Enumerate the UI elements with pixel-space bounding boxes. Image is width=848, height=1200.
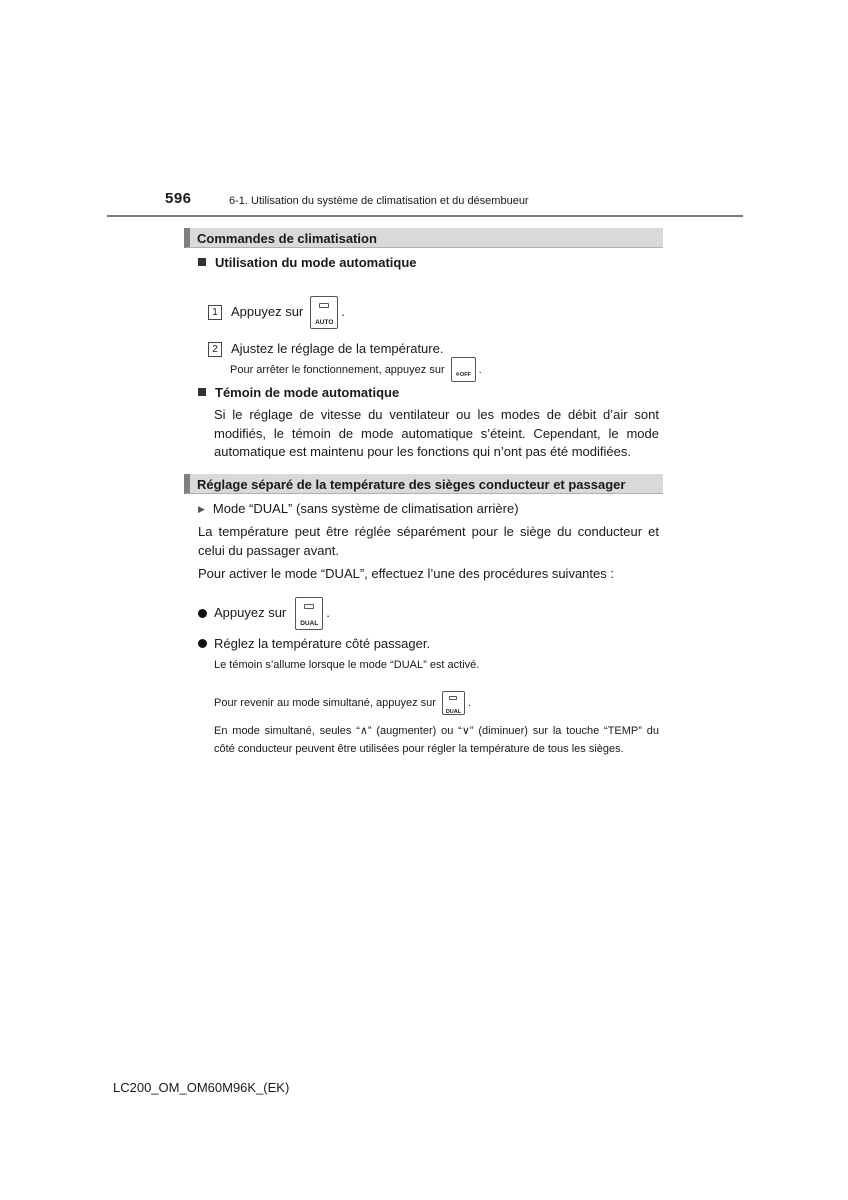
step-number: 2 bbox=[208, 342, 222, 357]
section-title: Réglage séparé de la température des sièges conducteur et passager bbox=[197, 477, 626, 492]
note-simultaneous bbox=[214, 690, 471, 715]
dual-paragraph-2: Pour activer le mode “DUAL”, effectuez l’une des procédures suivantes : bbox=[198, 566, 614, 581]
round-bullet-icon bbox=[198, 639, 207, 648]
key-label: DUAL bbox=[300, 619, 319, 627]
subheading-text: Témoin de mode automatique bbox=[215, 385, 400, 400]
section-heading-climate-controls bbox=[184, 228, 663, 248]
subheading-indicator bbox=[198, 385, 399, 400]
key-label: DUAL bbox=[445, 708, 462, 715]
step-text: Ajustez le réglage de la température. bbox=[231, 341, 444, 356]
page-number: 596 bbox=[165, 190, 192, 207]
dual-button-icon bbox=[295, 597, 323, 630]
note-text: Pour revenir au mode simultané, appuyez sur bbox=[214, 696, 436, 709]
indicator-lamp-icon bbox=[304, 604, 314, 609]
dual-paragraph-1: La température peut être réglée séparément pour le siège du conducteur et celui du passager avant. bbox=[198, 524, 659, 558]
off-note bbox=[230, 357, 482, 382]
document-code: LC200_OM_OM60M96K_(EK) bbox=[113, 1080, 290, 1095]
note-temp-keys: En mode simultané, seules “∧” (augmenter) ou “∨” (diminuer) sur la touche “TEMP” du côté conducteur peuvent être utilisées pour régler la température de tous les sièges. bbox=[214, 725, 659, 755]
bullet-press-dual bbox=[198, 597, 330, 629]
triangle-bullet-icon: ▶ bbox=[198, 504, 205, 514]
note-dual-indicator: Le témoin s’allume lorsque le mode “DUAL” est activé. bbox=[214, 659, 480, 671]
off-button-icon bbox=[451, 357, 476, 382]
mode-dual-line bbox=[198, 500, 519, 519]
note-text: Pour arrêter le fonctionnement, appuyez sur bbox=[230, 363, 445, 376]
indicator-lamp-icon bbox=[319, 303, 329, 308]
note-punct: . bbox=[478, 363, 482, 376]
auto-button-icon bbox=[310, 296, 338, 329]
step-text: Appuyez sur bbox=[231, 303, 304, 319]
section-title: Commandes de climatisation bbox=[197, 231, 377, 246]
step-1 bbox=[208, 295, 345, 329]
dual-button-icon bbox=[442, 691, 465, 715]
indicator-lamp-icon bbox=[449, 696, 457, 700]
bullet-passenger-temp bbox=[198, 635, 430, 654]
step-punct: . bbox=[341, 303, 345, 319]
round-bullet-icon bbox=[198, 609, 207, 618]
subheading-text: Utilisation du mode automatique bbox=[215, 255, 417, 270]
step-number: 1 bbox=[208, 305, 222, 320]
bullet-text: Réglez la température côté passager. bbox=[214, 636, 431, 651]
key-label: ❄OFF bbox=[455, 372, 471, 378]
key-label: AUTO bbox=[315, 318, 334, 326]
header-divider bbox=[107, 215, 743, 217]
step-2 bbox=[208, 340, 443, 359]
chapter-title: 6-1. Utilisation du système de climatisation et du désembueur bbox=[229, 195, 529, 207]
section-heading-dual-temperature bbox=[184, 474, 663, 494]
square-bullet-icon bbox=[198, 258, 206, 266]
bullet-text: Appuyez sur bbox=[214, 604, 287, 620]
bullet-punct: . bbox=[326, 604, 330, 620]
subheading-auto-mode bbox=[198, 255, 417, 270]
square-bullet-icon bbox=[198, 388, 206, 396]
note-punct: . bbox=[467, 696, 472, 709]
mode-text: Mode “DUAL” (sans système de climatisation arrière) bbox=[212, 501, 519, 516]
indicator-paragraph: Si le réglage de vitesse du ventilateur ou les modes de débit d’air sont modifiés, le témoin de mode automatique s’éteint. Cependant, le mode automatique est maintenu pour les fonctions qui n’ont pas été modifiées. bbox=[214, 407, 659, 459]
